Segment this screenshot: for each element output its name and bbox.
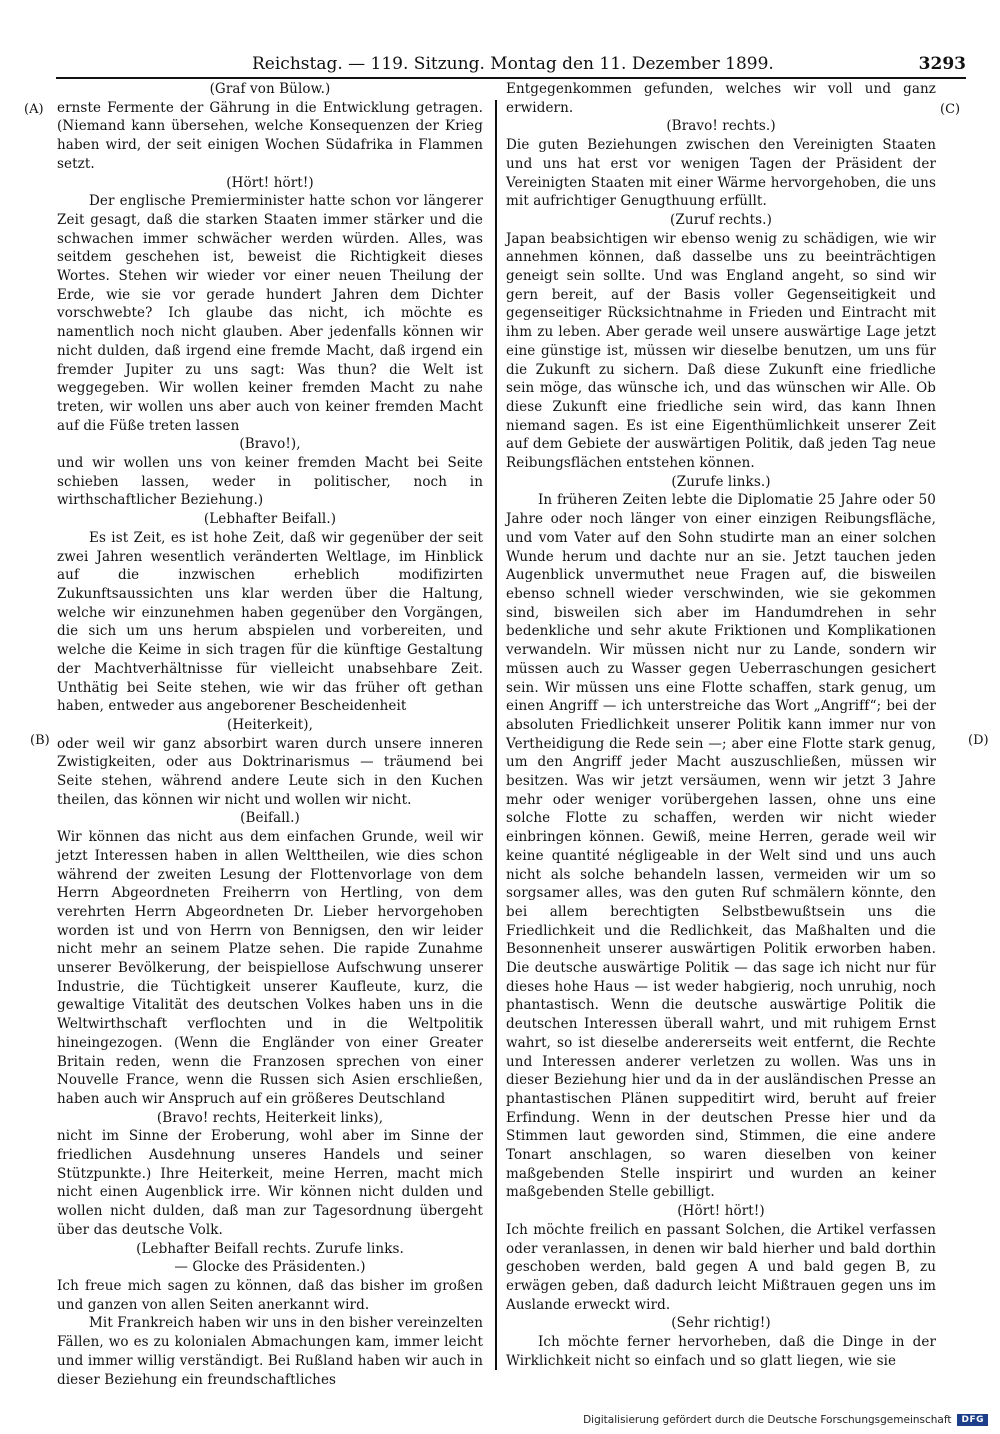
margin-marker-d: (D) bbox=[968, 733, 989, 748]
margin-marker-a: (A) bbox=[24, 102, 44, 117]
paragraph: Ich möchte ferner hervorheben, daß die Dinge in der Wirklichkeit nicht so einfach und so glatt liegen, wie sie bbox=[506, 1334, 936, 1369]
paragraph: Entgegenkommen gefunden, welches wir voll und ganz erwidern. bbox=[506, 81, 936, 116]
paragraph: oder weil wir ganz absorbirt waren durch unsere inneren Zwistigkeiten, oder aus Doktrinarismus — träumend bei Seite stehen, während andere Leute sich in den Kuchen theilen, das können wir nicht und wollen wir nicht. bbox=[57, 735, 483, 808]
paragraph: Mit Frankreich haben wir uns in den bisher vereinzelten Fällen, wo es zu kolonialen Abmachungen kam, immer leicht und immer willig verständigt. Bei Rußland haben wir auch in dieser Beziehung ein freundschaftliches bbox=[57, 1315, 483, 1388]
speaker-label: (Graf von Bülow.) bbox=[209, 81, 331, 97]
running-title: Reichstag. — 119. Sitzung. Montag den 11. Dezember 1899. bbox=[252, 54, 774, 74]
paragraph: nicht im Sinne der Eroberung, wohl aber im Sinne der friedlichen Ausdehnung unseres Handels und seiner Stützpunkte.) Ihre Heiterkeit, meine Herren, macht mich nicht einen Augenblick irre. Wir können nicht dulden und wollen nicht dulden, daß man zur Tagesordnung übergeht über das deutsche Volk. bbox=[57, 1128, 483, 1238]
interjection: (Heiterkeit), bbox=[227, 716, 313, 733]
paragraph: Die guten Beziehungen zwischen den Vereinigten Staaten und uns hat erst vor wenigen Tagen der Präsident der Vereinigten Staaten mit einer Wärme hervorgehoben, die uns mit aufrichtiger Genugthuung erfüllt. bbox=[506, 137, 936, 210]
interjection: (Bravo! rechts, Heiterkeit links), bbox=[156, 1109, 384, 1126]
footer bbox=[583, 1414, 988, 1426]
footer-credit: Digitalisierung gefördert durch die Deutsche Forschungsgemeinschaft bbox=[583, 1414, 952, 1426]
interjection: (Lebhafter Beifall rechts. Zurufe links. bbox=[136, 1240, 404, 1257]
paragraph: Es ist Zeit, es ist hohe Zeit, daß wir gegenüber der seit zwei Jahren wesentlich veränderten Weltlage, im Hinblick auf die inzwischen erheblich modifizirten Zukunftsaussichten uns klar werden über die Haltung, welche wir einzunehmen haben gegenüber den Vorgängen, die sich um uns herum abspielen und vorbereiten, und welche die Keime in sich tragen für die künftige Gestaltung der Machtverhältnisse für vielleicht unabsehbare Zeit. Unthätig bei Seite stehen, wie wir das früher oft gethan haben, entweder aus angeborener Bescheidenheit bbox=[57, 529, 483, 715]
margin-marker-c: (C) bbox=[940, 102, 961, 117]
paragraph: ernste Fermente der Gährung in die Entwicklung getragen. (Niemand kann übersehen, welche Konsequenzen der Krieg haben wird, der seit einigen Wochen Südafrika in Flammen setzt. bbox=[57, 99, 483, 172]
interjection: (Hört! hört!) bbox=[677, 1203, 765, 1220]
paragraph: Ich freue mich sagen zu können, daß das bisher im großen und ganzen von allen Seiten anerkannt wird. bbox=[57, 1278, 483, 1313]
paragraph: In früheren Zeiten lebte die Diplomatie 25 Jahre oder 50 Jahre oder noch länger von einer einzigen Reibungsfläche, und vom Vater auf den Sohn studirte man an einer solchen Wunde herum und dachte nur an sie. Jetzt tauchen jeden Augenblick unvermuthet neue Fragen auf, die bisweilen ebenso schnell wieder verschwinden, wie sie gekommen sind, bisweilen sich aber im Handumdrehen in sehr bedenkliche und sehr akute Friktionen und Komplikationen verwandeln. Wir müssen nicht nur zu Lande, sondern wir müssen auch zu Wasser gegen Ueberraschungen gesichert sein. Wir müssen uns eine Flotte schaffen, stark genug, um einen Angriff — ich unterstreiche das Wort „Angriff“; bei der absoluten Friedlichkeit unserer Politik kann immer nur von Vertheidigung die Rede sein —; aber eine Flotte stark genug, um den Angriff jeder Macht auszuschließen, müssen wir besitzen. Was wir jetzt versäumen, wenn wir jetzt 3 Jahre mehr oder weniger vorübergehen lassen, ohne uns eine solche Flotte zu schaffen, werden wir nicht wieder einbringen können. Gewiß, meine Herren, gerade weil wir keine quantité négligeable in der Welt sind und uns auch nicht als solche behandeln lassen, vermeiden wir um so sorgsamer alles, was den guten Ruf schmälern könnte, den bei allem berechtigten Selbstbewußtsein uns die Friedlichkeit und die Redlichkeit, das Maßhalten und die Besonnenheit unserer auswärtigen Politik erworben haben. Die deutsche auswärtige Politik — das sage ich nicht nur für dieses hohe Haus — ist weder habgierig, noch unruhig, noch phantastisch. Wenn die deutsche auswärtige Politik die deutschen Interessen überall wahrt, und mit ruhigem Ernst wahrt, so ist dieselbe andererseits weit entfernt, die Rechte und Interessen anderer verletzen zu wollen. Was uns in dieser Beziehung hier und da in der ausländischen Presse an phantastischen Plänen suppeditirt wird, beruht auf freier Erfindung. Wenn in der deutschen Presse hier und da Stimmen laut geworden sind, Stimmen, die eine andere Tonart anschlagen, so waren dieselben von keiner maßgebenden Stelle inspirirt und wurden an keiner maßgebenden Stelle gebilligt. bbox=[506, 492, 936, 1201]
interjection: (Bravo! rechts.) bbox=[666, 118, 776, 135]
dfg-logo: DFG bbox=[957, 1414, 988, 1426]
interjection: (Hört! hört!) bbox=[226, 174, 314, 191]
interjection: (Zurufe links.) bbox=[671, 473, 771, 490]
interjection: (Beifall.) bbox=[240, 810, 300, 827]
interjection: — Glocke des Präsidenten.) bbox=[174, 1259, 366, 1276]
column-divider bbox=[495, 100, 497, 1370]
paragraph: und wir wollen uns von keiner fremden Macht bei Seite schieben lassen, weder in politischer, noch in wirthschaftlicher Beziehung.) bbox=[57, 455, 483, 509]
paragraph: Wir können das nicht aus dem einfachen Grunde, weil wir jetzt Interessen haben in allen Welttheilen, wie dies schon während der zweiten Lesung der Flottenvorlage von dem Herrn Abgeordneten Freiherrn von Hertling, von dem verehrten Herrn Abgeordneten Dr. Lieber hervorgehoben worden ist und von Herrn von Bennigsen, den wir leider nicht mehr an seinem Platze sehen. Die rapide Zunahme unserer Bevölkerung, der beispiellose Aufschwung unserer Industrie, die Tüchtigkeit unserer Kaufleute, kurz, die gewaltige Vitalität des deutschen Volkes haben uns in die Weltwirthschaft verflochten und in die Weltpolitik hineingezogen. (Wenn die Engländer von einer Greater Britain reden, wenn die Franzosen sprechen von einer Nouvelle France, wenn die Russen sich Asien erschließen, haben auch wir Anspruch auf ein größeres Deutschland bbox=[57, 829, 483, 1107]
interjection: (Bravo!), bbox=[239, 436, 301, 453]
interjection: (Zuruf rechts.) bbox=[670, 211, 772, 228]
header-rule bbox=[56, 77, 966, 79]
interjection: (Sehr richtig!) bbox=[671, 1315, 771, 1332]
page-number: 3293 bbox=[918, 54, 966, 74]
right-column bbox=[506, 80, 936, 1371]
interjection: (Lebhafter Beifall.) bbox=[203, 511, 337, 528]
paragraph: Ich möchte freilich en passant Solchen, die Artikel verfassen oder veranlassen, in denen wir bald hierher und bald dorthin geschoben werden, bald gegen A und bald gegen B, zu erwägen geben, daß dadurch leicht Mißtrauen gegen uns im Auslande erweckt wird. bbox=[506, 1221, 936, 1313]
margin-marker-b: (B) bbox=[30, 733, 50, 748]
running-header bbox=[60, 54, 966, 76]
paragraph: Der englische Premierminister hatte schon vor längerer Zeit gesagt, daß die starken Staaten immer stärker und die schwachen immer schwächer werden würden. Alles, was seitdem geschehen ist, beweist die Richtigkeit dieses Wortes. Stehen wir wieder vor einer neuen Theilung der Erde, wie sie vor gerade hundert Jahren dem Dichter vorschwebte? Ich glaube das nicht, ich möchte es namentlich noch nicht glauben. Aber jedenfalls können wir nicht dulden, daß irgend eine fremde Macht, daß irgend ein fremder Jupiter zu uns sagt: Was thun? die Welt ist weggegeben. Wir wollen keiner fremden Macht zu nahe treten, wir wollen uns aber auch von keiner fremden Macht auf die Füße treten lassen bbox=[57, 193, 483, 434]
paragraph: Japan beabsichtigen wir ebenso wenig zu schädigen, wie wir annehmen können, daß dasselbe uns zu beeinträchtigen geneigt sein sollte. Und was England angeht, so sind wir gern bereit, auf der Basis voller Gegenseitigkeit und gegenseitiger Rücksichtnahme in Frieden und Eintracht mit ihm zu leben. Aber gerade weil unsere auswärtige Lage jetzt eine günstige ist, müssen wir dieselbe benutzen, um uns für die Zukunft zu sichern. Daß diese Zukunft eine friedliche sein möge, das wünsche ich, und das wünschen wir Alle. Ob diese Zukunft eine friedliche sein wird, das kann Ihnen niemand sagen. Es ist eine Eigenthümlichkeit unserer Zeit auf dem Gebiete der auswärtigen Politik, daß jeden Tag neue Reibungsflächen entstehen können. bbox=[506, 230, 936, 472]
left-column bbox=[57, 80, 483, 1389]
